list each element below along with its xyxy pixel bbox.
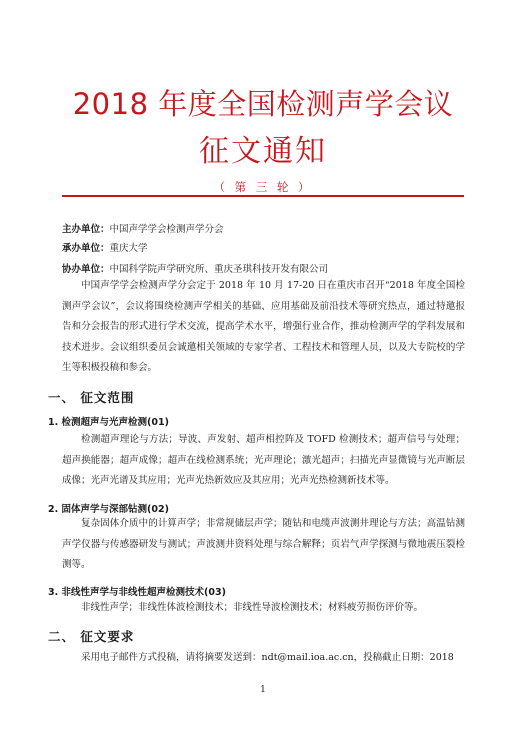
intro-paragraph: 中国声学学会检测声学分会定于 2018 年 10 月 17-20 日在重庆市召开“2018 年度全国检测声学会议”，会议将围绕检测声学相关的基础、应用基础及前沿技术等研究热点，通过特邀报告和分会报告的形式进行学术交流，提高学术水平，增强行业合作，推动检测声学的学科发展和技术进步。会议组织委员会诚邀相关领域的专家学者、工程技术和管理人员，以及大专院校的学生等积极投稿和参会。: [62, 280, 465, 373]
round-label: （ 第 三 轮 ）: [213, 180, 313, 194]
topic2-heading: 2. 固体声学与深部钻测(02): [48, 504, 169, 515]
organizer-co-label: 协办单位：: [62, 264, 110, 275]
page-number: 1: [260, 685, 266, 695]
topic3-text: 非线性声学；非线性体波检测技术；非线性导波检测技术；材料疲劳损伤评价等。: [81, 602, 424, 613]
topic2-text: 复杂固体介质中的计算声学；非常规储层声学；随钻和电缆声波测井理论与方法；高温钻测声学仪器与传感器研发与测试；声波测井资料处理与综合解释；页岩气声学探测与微地震压裂检测等。: [62, 518, 465, 570]
section1-heading: 一、 征文范围: [48, 390, 135, 405]
organizer-host-label: 主办单位：: [62, 224, 110, 235]
organizer-undertaker-label: 承办单位：: [62, 243, 110, 254]
organizer-host-value: 中国声学学会检测声学分会: [109, 224, 224, 235]
topic3-heading: 3. 非线性声学与非线性超声检测技术(03): [48, 587, 226, 598]
topic1-text: 检测超声理论与方法；导波、声发射、超声相控阵及 TOFD 检测技术；超声信号与处理；超声换能器；超声成像；超声在线检测系统；光声理论；激光超声；扫描光声显微镜与光声断层成像；光声光谱及其应用；光声光热新效应及其应用；光声光热检测新技术等。: [62, 434, 465, 486]
title-line-1: 2018 年度全国检测声学会议: [72, 87, 454, 121]
organizer-co: [62, 263, 328, 276]
topic1-heading: 1. 检测超声与光声检测(01): [48, 417, 169, 428]
organizer-co-value: 中国科学院声学研究所、重庆圣琪科技开发有限公司: [109, 264, 329, 275]
organizer-undertaker: [62, 242, 148, 255]
section2-text: 采用电子邮件方式投稿，请将摘要发送到：ndt@mail.ioa.ac.cn，投稿截止日期：2018: [81, 652, 454, 663]
section2-heading: 二、 征文要求: [48, 629, 135, 644]
title-line-2: 征文通知: [199, 134, 327, 169]
title-divider: [62, 195, 464, 197]
organizer-undertaker-value: 重庆大学: [109, 243, 148, 254]
organizer-host: [62, 223, 224, 236]
